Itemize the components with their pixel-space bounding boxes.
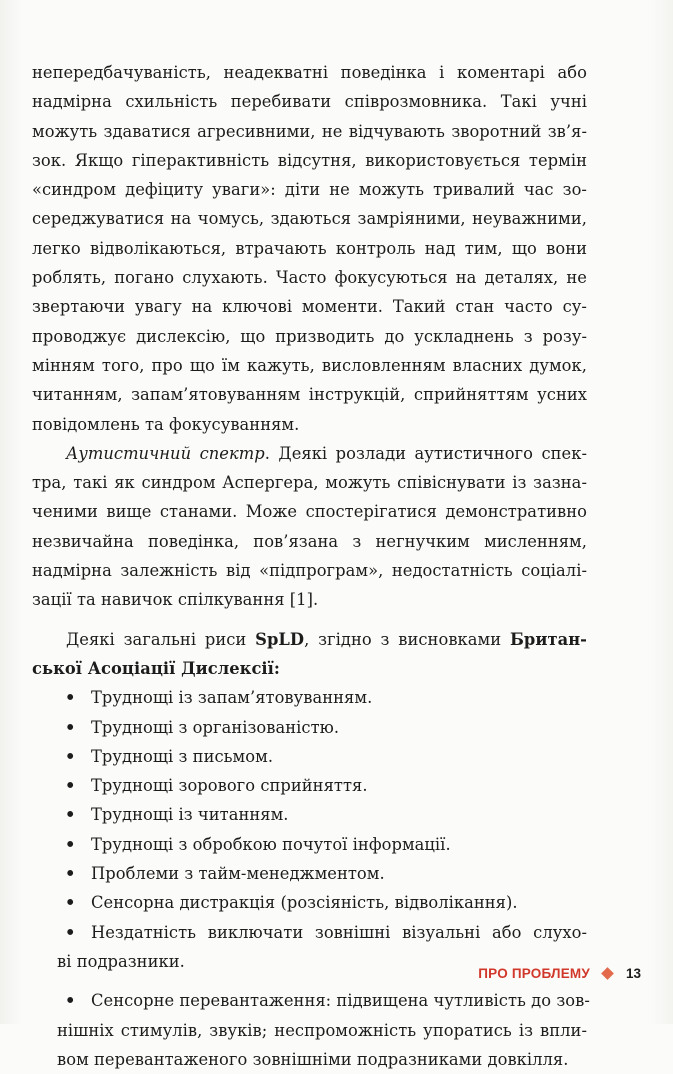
list-item-text: Труднощі з обробкою почутої інформації. xyxy=(91,834,451,854)
list-item xyxy=(32,986,590,1074)
paragraph-autism xyxy=(32,439,587,615)
list-item xyxy=(32,859,587,888)
text-line: зації та навичок спілкування [1]. xyxy=(32,590,319,610)
term-autistic-spectrum: Аутистичний спектр xyxy=(66,443,265,463)
bullet-icon: • xyxy=(65,805,76,825)
text-fragment: Деякі загальні риси xyxy=(66,629,256,649)
text-line: мінням того, про що їм кажуть, висловленням власних думок, xyxy=(32,355,587,375)
text-line: незвичайна поведінка, пов’язана з негнучким мисленням, xyxy=(32,531,587,551)
text-line: легко відволікаються, втрачають контроль над тим, що вони xyxy=(32,238,587,258)
list-item-text: Труднощі із запам’ятовуванням. xyxy=(91,688,373,708)
bullet-icon: • xyxy=(65,746,76,766)
bullet-icon: • xyxy=(65,688,76,708)
text-line: середжуватися на чомусь, здаються замріяними, неуважними, xyxy=(32,209,587,229)
list-item-line: нішніх стимулів, звуків; неспроможність упоратись із впли- xyxy=(57,1020,587,1040)
body-text xyxy=(32,58,590,1074)
text-line: можуть здаватися агресивними, не відчувають зворотний зв’я- xyxy=(32,121,587,141)
text-line xyxy=(32,654,587,683)
text-line: зок. Якщо гіперактивність відсутня, використовується термін xyxy=(32,150,587,170)
text-line: повідомлень та фокусуванням. xyxy=(32,414,300,434)
text-line: непередбачуваність, неадекватні поведінка і коментарі або xyxy=(32,63,587,82)
list-item-line xyxy=(32,918,587,947)
list-item-text: Труднощі з письмом. xyxy=(91,746,274,766)
term-spld: SpLD xyxy=(255,629,305,649)
list-item-line: вом перевантаженого зовнішніми подразниками довкілля. xyxy=(57,1049,569,1069)
text-line: проводжує дислексію, що призводить до ускладнень з розу- xyxy=(32,326,587,346)
list-item xyxy=(32,800,587,829)
text-line: надмірна залежність від «підпрограм», недостатність соціалі- xyxy=(32,561,587,581)
text-fragment: , згідно з висновками xyxy=(304,629,510,649)
text-line: звертаючи увагу на ключові моменти. Такий стан часто су- xyxy=(32,297,587,317)
page-footer xyxy=(478,962,641,984)
text-line: надмірна схильність перебивати співрозмовника. Такі учні xyxy=(32,92,587,112)
org-name-part: ської Асоціації Дислексії: xyxy=(32,658,280,678)
text-line xyxy=(32,439,587,468)
list-item-text: Нездатність виключати зовнішні візуальні або слухо- xyxy=(91,922,587,942)
text-fragment: . Деякі розлади аутистичного спек- xyxy=(264,443,587,463)
list-item xyxy=(32,888,587,917)
text-line: ченими вище станами. Може спостерігатися демонстративно xyxy=(32,502,587,522)
text-line: читанням, запам’ятовуванням інструкцій, сприйняттям усних xyxy=(32,385,587,405)
list-item xyxy=(32,771,587,800)
list-item-text: Труднощі зорового сприйняття. xyxy=(91,776,368,796)
bullet-icon: • xyxy=(65,991,76,1011)
list-item xyxy=(32,713,587,742)
list-item-text: Проблеми з тайм-менеджментом. xyxy=(91,864,385,884)
text-line: тра, такі як синдром Аспергера, можуть співіснувати із зазна- xyxy=(32,473,587,493)
bullet-icon: • xyxy=(65,776,76,796)
list-item xyxy=(32,830,587,859)
bullet-icon: • xyxy=(65,922,76,942)
page-number: 13 xyxy=(625,965,641,981)
list-item-text: Сенсорна дистракція (розсіяність, відволікання). xyxy=(91,893,518,913)
paragraph-adhd xyxy=(32,58,587,439)
bullet-icon: • xyxy=(65,717,76,737)
text-line: «синдром дефіциту уваги»: діти не можуть тривалий час зо- xyxy=(32,180,587,200)
list-item-line xyxy=(32,986,590,1015)
list-item-line: ві подразники. xyxy=(57,951,185,971)
spld-traits-list xyxy=(32,683,590,1074)
list-item xyxy=(32,742,587,771)
bullet-icon: • xyxy=(65,893,76,913)
text-line: роблять, погано слухають. Часто фокусуються на деталях, не xyxy=(32,268,587,288)
list-item-text: Сенсорне перевантаження: підвищена чутливість до зов- xyxy=(91,991,590,1011)
list-item-text: Труднощі з організованістю. xyxy=(91,717,340,737)
list-item-text: Труднощі із читанням. xyxy=(91,805,289,825)
list-item xyxy=(32,683,587,712)
section-label: ПРО ПРОБЛЕМУ xyxy=(478,965,590,981)
text-line xyxy=(32,625,587,654)
org-name-part: Британ- xyxy=(509,629,587,649)
bullet-icon: • xyxy=(65,864,76,884)
diamond-icon xyxy=(601,967,614,980)
bullet-icon: • xyxy=(65,834,76,854)
paragraph-spld-intro xyxy=(32,625,587,684)
